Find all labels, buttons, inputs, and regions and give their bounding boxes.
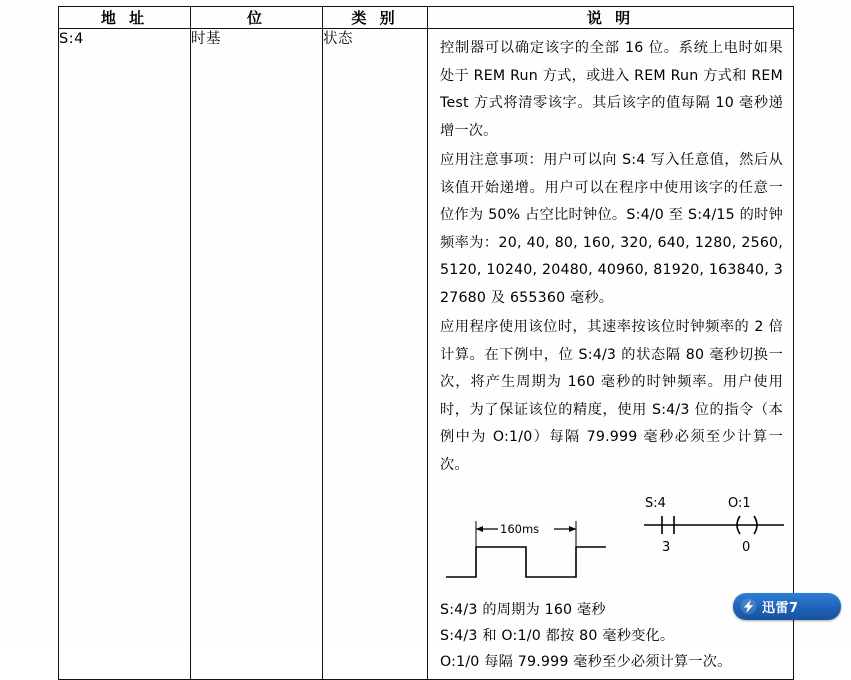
ladder-left-sub: 3 [662, 540, 671, 555]
address-value: S:4 [59, 31, 84, 47]
table-header-row [59, 7, 794, 29]
waveform [446, 547, 606, 577]
description-paragraph-2 [440, 147, 783, 312]
header-type: 类 别 [323, 7, 428, 29]
cell-bit [191, 29, 323, 680]
description-paragraph-3 [440, 314, 783, 479]
ladder-right-tag: O:1 [728, 496, 751, 511]
ladder-right-sub: 0 [742, 540, 751, 555]
paragraph-text: 应用注意事项：用户可以向 S:4 写入任意值，然后从该值开始递增。用户可以在程序中使用该字的任意一位作为 50% 占空比时钟位。S:4/0 至 S:4/15 的时钟频率为：20, 40, 80, 160, 320, 640, 1280, 2560, 5120, 10240, 20480, 40960, 81920, 163840, 327680 及 655360 毫秒。 [440, 152, 783, 306]
table-row [59, 29, 794, 680]
status-word-table [58, 6, 794, 680]
header-address: 地 址 [59, 7, 191, 29]
figure-notes [440, 597, 783, 675]
figure-svg [440, 485, 784, 595]
note-line: S:4/3 和 O:1/0 都按 80 毫秒变化。 [440, 628, 675, 644]
description-paragraph-1 [440, 35, 783, 145]
thunder-arrow-icon [740, 598, 757, 615]
header-description: 说 明 [428, 7, 794, 29]
waveform-label: 160ms [500, 522, 540, 536]
ladder-diagram [644, 516, 784, 534]
timing-and-ladder-figure [440, 485, 783, 595]
page-top-edge [0, 0, 851, 4]
xunlei-watermark-badge[interactable] [733, 593, 841, 620]
note-line: O:1/0 每隔 79.999 毫秒至少必须计算一次。 [440, 654, 732, 670]
note-line: S:4/3 的周期为 160 毫秒 [440, 602, 606, 618]
cell-type [323, 29, 428, 680]
bit-value: 时基 [191, 31, 221, 47]
paragraph-text: 控制器可以确定该字的全部 16 位。系统上电时如果处于 REM Run 方式，或进入 REM Run 方式和 REM Test 方式将清零该字。其后该字的值每隔 10 毫秒递增一次。 [440, 40, 783, 139]
header-bit: 位 [191, 7, 323, 29]
cell-address [59, 29, 191, 680]
paragraph-text: 应用程序使用该位时，其速率按该位时钟频率的 2 倍计算。在下例中，位 S:4/3 的状态隔 80 毫秒切换一次，将产生周期为 160 毫秒的时钟频率。用户使用时，为了保证该位的精度，使用 S:4/3 位的指令（本例中为 O:1/0）每隔 79.999 毫秒必须至少计算一次。 [440, 319, 783, 473]
type-value: 状态 [323, 31, 353, 47]
ladder-left-tag: S:4 [645, 496, 666, 511]
cell-description [428, 29, 794, 680]
watermark-label: 迅雷7 [762, 601, 799, 616]
